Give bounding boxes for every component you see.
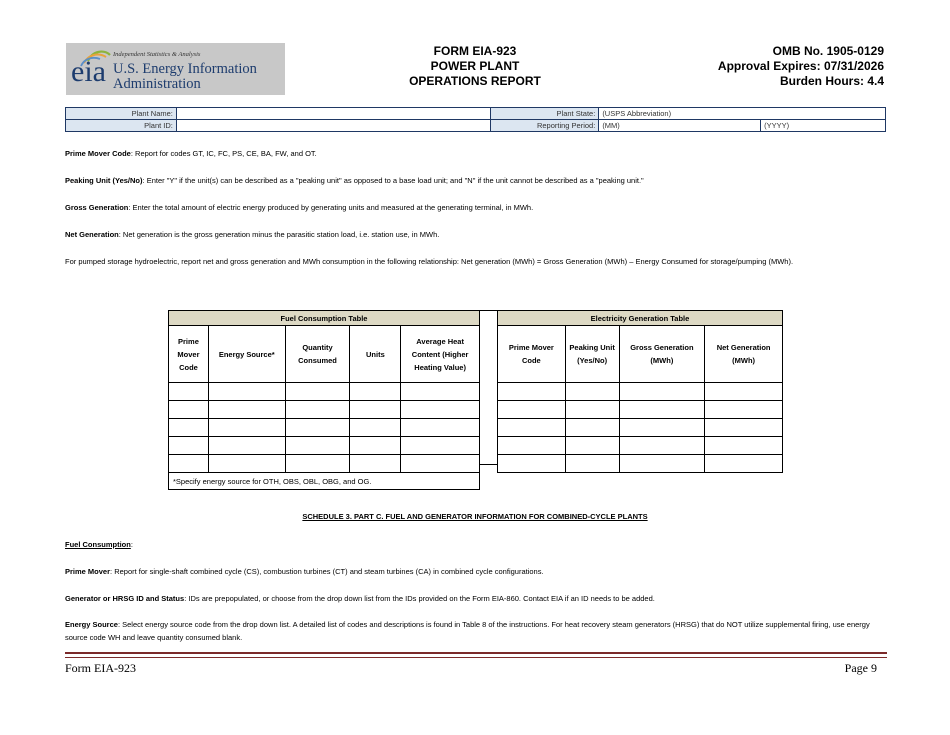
fuel-cell[interactable] <box>401 419 480 437</box>
fuel-row <box>169 419 480 437</box>
fuel-cell[interactable] <box>285 455 350 473</box>
agency-name-line1: U.S. Energy Information <box>113 61 257 77</box>
form-title-line1: FORM EIA-923 <box>433 44 517 58</box>
reporting-month-field[interactable]: (MM) <box>599 120 761 132</box>
plant-id-field[interactable] <box>176 120 491 132</box>
elec-cell[interactable] <box>619 383 705 401</box>
elec-cell[interactable] <box>498 383 566 401</box>
fuel-row <box>169 383 480 401</box>
plant-name-field[interactable] <box>176 108 491 120</box>
omb-block <box>718 44 884 89</box>
fuel-cell[interactable] <box>169 437 209 455</box>
fuel-row <box>169 401 480 419</box>
electricity-generation-table <box>497 310 783 473</box>
eia-logo <box>66 43 285 95</box>
plant-state-label: Plant State: <box>491 108 599 120</box>
elec-cell[interactable] <box>705 401 783 419</box>
plant-info-row-2 <box>66 120 886 132</box>
fuel-cell[interactable] <box>401 401 480 419</box>
elec-cell[interactable] <box>565 383 619 401</box>
elec-col-prime-mover: Prime Mover Code <box>498 326 566 383</box>
fuel-cell[interactable] <box>401 383 480 401</box>
fuel-cell[interactable] <box>208 419 285 437</box>
fuel-cell[interactable] <box>285 401 350 419</box>
elec-col-peaking-unit: Peaking Unit (Yes/No) <box>565 326 619 383</box>
agency-name-line2: Administration <box>113 76 201 92</box>
reporting-year-field[interactable]: (YYYY) <box>761 120 886 132</box>
elec-cell[interactable] <box>705 455 783 473</box>
reporting-period-label: Reporting Period: <box>491 120 599 132</box>
elec-cell[interactable] <box>498 437 566 455</box>
fuel-cell[interactable] <box>208 383 285 401</box>
approval-expires: Approval Expires: 07/31/2026 <box>717 59 884 73</box>
fuel-cell[interactable] <box>401 437 480 455</box>
fuel-col-energy-source: Energy Source* <box>208 326 285 383</box>
elec-row <box>498 455 783 473</box>
definition-generator-hrsg-id: Generator or HRSG ID and Status: IDs are prepopulated, or choose from the drop down list from the IDs provided on the Form EIA-860. Contact EIA if an ID needs to be added. <box>65 594 655 603</box>
definition-prime-mover: Prime Mover: Report for single-shaft combined cycle (CS), combustion turbines (CT) and steam turbines (CA) in combined cycle configurations. <box>65 567 544 576</box>
elec-cell[interactable] <box>705 419 783 437</box>
fuel-cell[interactable] <box>285 419 350 437</box>
fuel-row <box>169 437 480 455</box>
elec-col-gross-generation: Gross Generation (MWh) <box>619 326 705 383</box>
footer-page-number: Page 9 <box>844 661 877 675</box>
elec-cell[interactable] <box>705 383 783 401</box>
elec-cell[interactable] <box>565 437 619 455</box>
fuel-row <box>169 455 480 473</box>
elec-cell[interactable] <box>498 455 566 473</box>
fuel-cell[interactable] <box>208 455 285 473</box>
fuel-cell[interactable] <box>208 401 285 419</box>
elec-col-net-generation: Net Generation (MWh) <box>705 326 783 383</box>
elec-row <box>498 383 783 401</box>
form-title-line2: POWER PLANT <box>430 59 520 73</box>
fuel-cell[interactable] <box>208 437 285 455</box>
elec-cell[interactable] <box>565 455 619 473</box>
plant-info-table <box>65 107 886 132</box>
fuel-consumption-table <box>168 310 480 490</box>
elec-row <box>498 401 783 419</box>
elec-cell[interactable] <box>619 437 705 455</box>
fuel-cell[interactable] <box>350 383 401 401</box>
elec-row <box>498 419 783 437</box>
omb-number: OMB No. 1905-0129 <box>772 44 884 58</box>
footer-rule <box>65 652 887 658</box>
elec-cell[interactable] <box>565 419 619 437</box>
plant-id-label: Plant ID: <box>66 120 177 132</box>
elec-cell[interactable] <box>498 419 566 437</box>
definition-peaking-unit: Peaking Unit (Yes/No): Enter "Y" if the unit(s) can be described as a "peaking unit" as opposed to a base load unit; and "N" if the unit cannot be described as a "peaking unit." <box>65 176 644 185</box>
elec-row <box>498 437 783 455</box>
fuel-col-prime-mover: Prime Mover Code <box>169 326 209 383</box>
fuel-cell[interactable] <box>169 419 209 437</box>
fuel-cell[interactable] <box>285 383 350 401</box>
fuel-cell[interactable] <box>350 401 401 419</box>
fuel-cell[interactable] <box>350 437 401 455</box>
elec-cell[interactable] <box>565 401 619 419</box>
definition-net-generation: Net Generation: Net generation is the gross generation minus the parasitic station load, i.e. station use, in MWh. <box>65 230 440 239</box>
fuel-table-title: Fuel Consumption Table <box>169 311 480 326</box>
fuel-cell[interactable] <box>169 401 209 419</box>
fuel-cell[interactable] <box>169 383 209 401</box>
schedule-heading: SCHEDULE 3. PART C. FUEL AND GENERATOR INFORMATION FOR COMBINED-CYCLE PLANTS <box>302 512 648 521</box>
fuel-cell[interactable] <box>285 437 350 455</box>
plant-info-row-1 <box>66 108 886 120</box>
fuel-table-footnote: *Specify energy source for OTH, OBS, OBL, OBG, and OG. <box>169 473 480 490</box>
definition-energy-source: Energy Source: Select energy source code from the drop down list. A detailed list of codes and descriptions is found in Table 8 of the instructions. For heat recovery steam generators (HRSG) that do NOT utilize supplemental firing, use energy source code WH and leave quantity consumed blank. <box>65 620 870 642</box>
fuel-consumption-heading: Fuel Consumption: <box>65 540 133 549</box>
elec-cell[interactable] <box>705 437 783 455</box>
table-separator <box>479 310 497 465</box>
fuel-cell[interactable] <box>350 455 401 473</box>
fuel-cell[interactable] <box>169 455 209 473</box>
burden-hours: Burden Hours: 4.4 <box>779 74 884 88</box>
plant-state-field[interactable]: (USPS Abbreviation) <box>599 108 886 120</box>
definition-prime-mover-code: Prime Mover Code: Report for codes GT, IC, FC, PS, CE, BA, FW, and OT. <box>65 149 317 158</box>
elec-cell[interactable] <box>619 455 705 473</box>
fuel-col-heat-content: Average Heat Content (Higher Heating Value) <box>401 326 480 383</box>
elec-table-title: Electricity Generation Table <box>498 311 783 326</box>
fuel-col-units: Units <box>350 326 401 383</box>
fuel-col-quantity: Quantity Consumed <box>285 326 350 383</box>
elec-cell[interactable] <box>619 401 705 419</box>
fuel-cell[interactable] <box>350 419 401 437</box>
logo-tagline: Independent Statistics & Analysis <box>113 51 201 58</box>
eia-wordmark: eia <box>71 55 106 88</box>
definition-gross-generation: Gross Generation: Enter the total amount of electric energy produced by generating units and measured at the generating terminal, in MWh. <box>65 203 534 212</box>
fuel-cell[interactable] <box>401 455 480 473</box>
pumped-storage-note: For pumped storage hydroelectric, report net and gross generation and MWh consumption in the following relationship: Net generation (MWh) = Gross Generation (MWh) – Energy Consumed for storage/pumping (MWh). <box>65 257 794 266</box>
footer-form-name: Form EIA-923 <box>65 661 136 675</box>
elec-cell[interactable] <box>498 401 566 419</box>
form-title <box>360 44 590 89</box>
form-title-line3: OPERATIONS REPORT <box>409 74 541 88</box>
plant-name-label: Plant Name: <box>66 108 177 120</box>
elec-cell[interactable] <box>619 419 705 437</box>
